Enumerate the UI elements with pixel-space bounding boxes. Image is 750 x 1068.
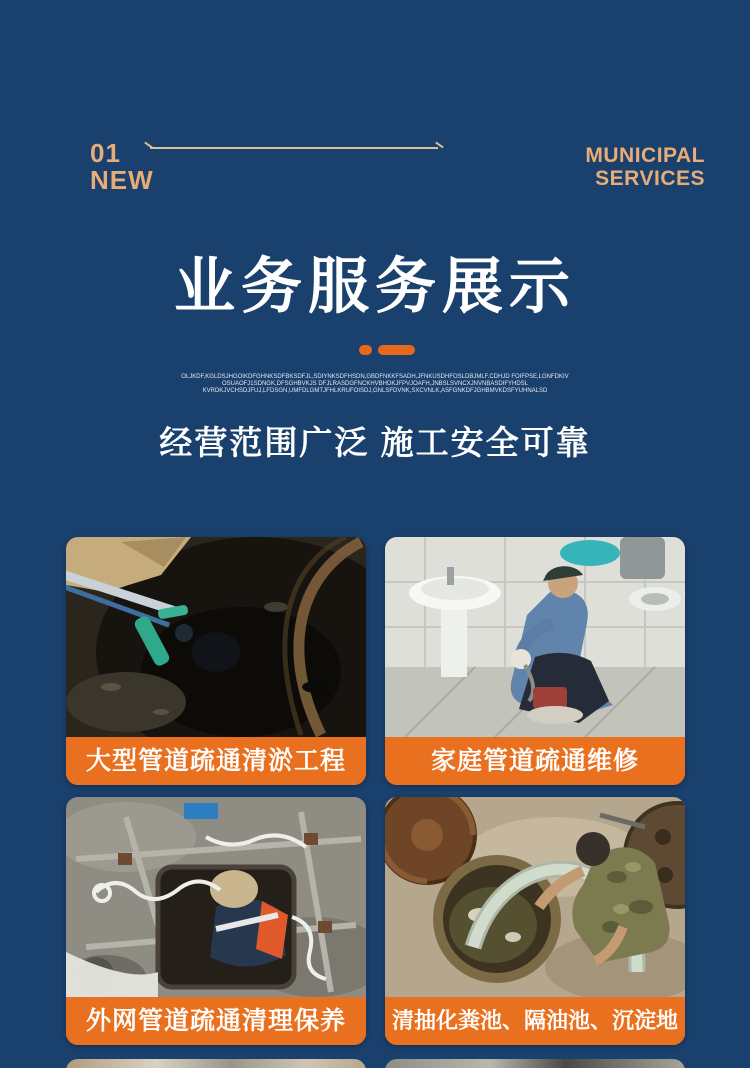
divider-bar-icon	[378, 345, 415, 355]
page-title: 业务服务展示	[173, 252, 576, 320]
fine-print-line: OSUAOFJ1SDNGK,DFSGHBVKJS DFJLRASDGFNCKHVBHDKJFPVJOAFH,JNBSLSVNCXJNVNBASDIFYHDSL	[221, 381, 529, 387]
service-label: 大型管道疏通清淤工程	[66, 737, 366, 785]
next-row-card-partial-left	[66, 1059, 366, 1068]
header-english-title	[585, 144, 705, 190]
service-card-outdoor-pipe-maintenance	[66, 797, 366, 1045]
section-index	[90, 140, 154, 194]
divider-dot-icon	[359, 345, 372, 355]
title-divider	[0, 345, 750, 355]
service-label: 外网管道疏通清理保养	[66, 997, 366, 1045]
home-pipe-repair-photo	[385, 537, 685, 737]
large-pipe-dredging-photo	[66, 537, 366, 737]
next-row-card-partial-right	[385, 1059, 685, 1068]
page-subtitle: 经营范围广泛 施工安全可靠	[159, 424, 591, 461]
header-english-title-line1: MUNICIPAL	[585, 144, 705, 167]
services-grid	[66, 537, 685, 1045]
fine-print-line: OLJKDF,KGLDSJHGOIKDFGHNKSDFBKSDFJL,SDIYNKSDFHSDN,GBDFNKKFSADH,JFNKUSDHFOSLDBJMLF.CDHJD FOIFPSE,LGNFDKIV	[181, 374, 569, 380]
decorative-fine-print	[0, 374, 750, 395]
fine-print-line: KVRDKJVCHSDJFUJ,LFDSGN,UMFDLGMTJFHLKRUFOISDJ,GNLSFDVNK,SXCVNLK,ASFGNKDFJGHBMVKDSFYUHNALSD	[202, 388, 548, 394]
service-card-home-pipe-repair	[385, 537, 685, 785]
outdoor-pipe-maintenance-photo	[66, 797, 366, 997]
septic-tank-pumping-photo	[385, 797, 685, 997]
section-number: 01	[90, 138, 121, 168]
service-label: 家庭管道疏通维修	[385, 737, 685, 785]
header-english-title-line2: SERVICES	[595, 167, 705, 190]
service-card-large-pipe-dredging	[66, 537, 366, 785]
service-card-septic-tank-pumping	[385, 797, 685, 1045]
section-number-label: NEW	[90, 165, 154, 195]
header-divider-line	[150, 147, 438, 149]
service-label: 清抽化粪池、隔油池、沉淀地	[385, 997, 685, 1045]
